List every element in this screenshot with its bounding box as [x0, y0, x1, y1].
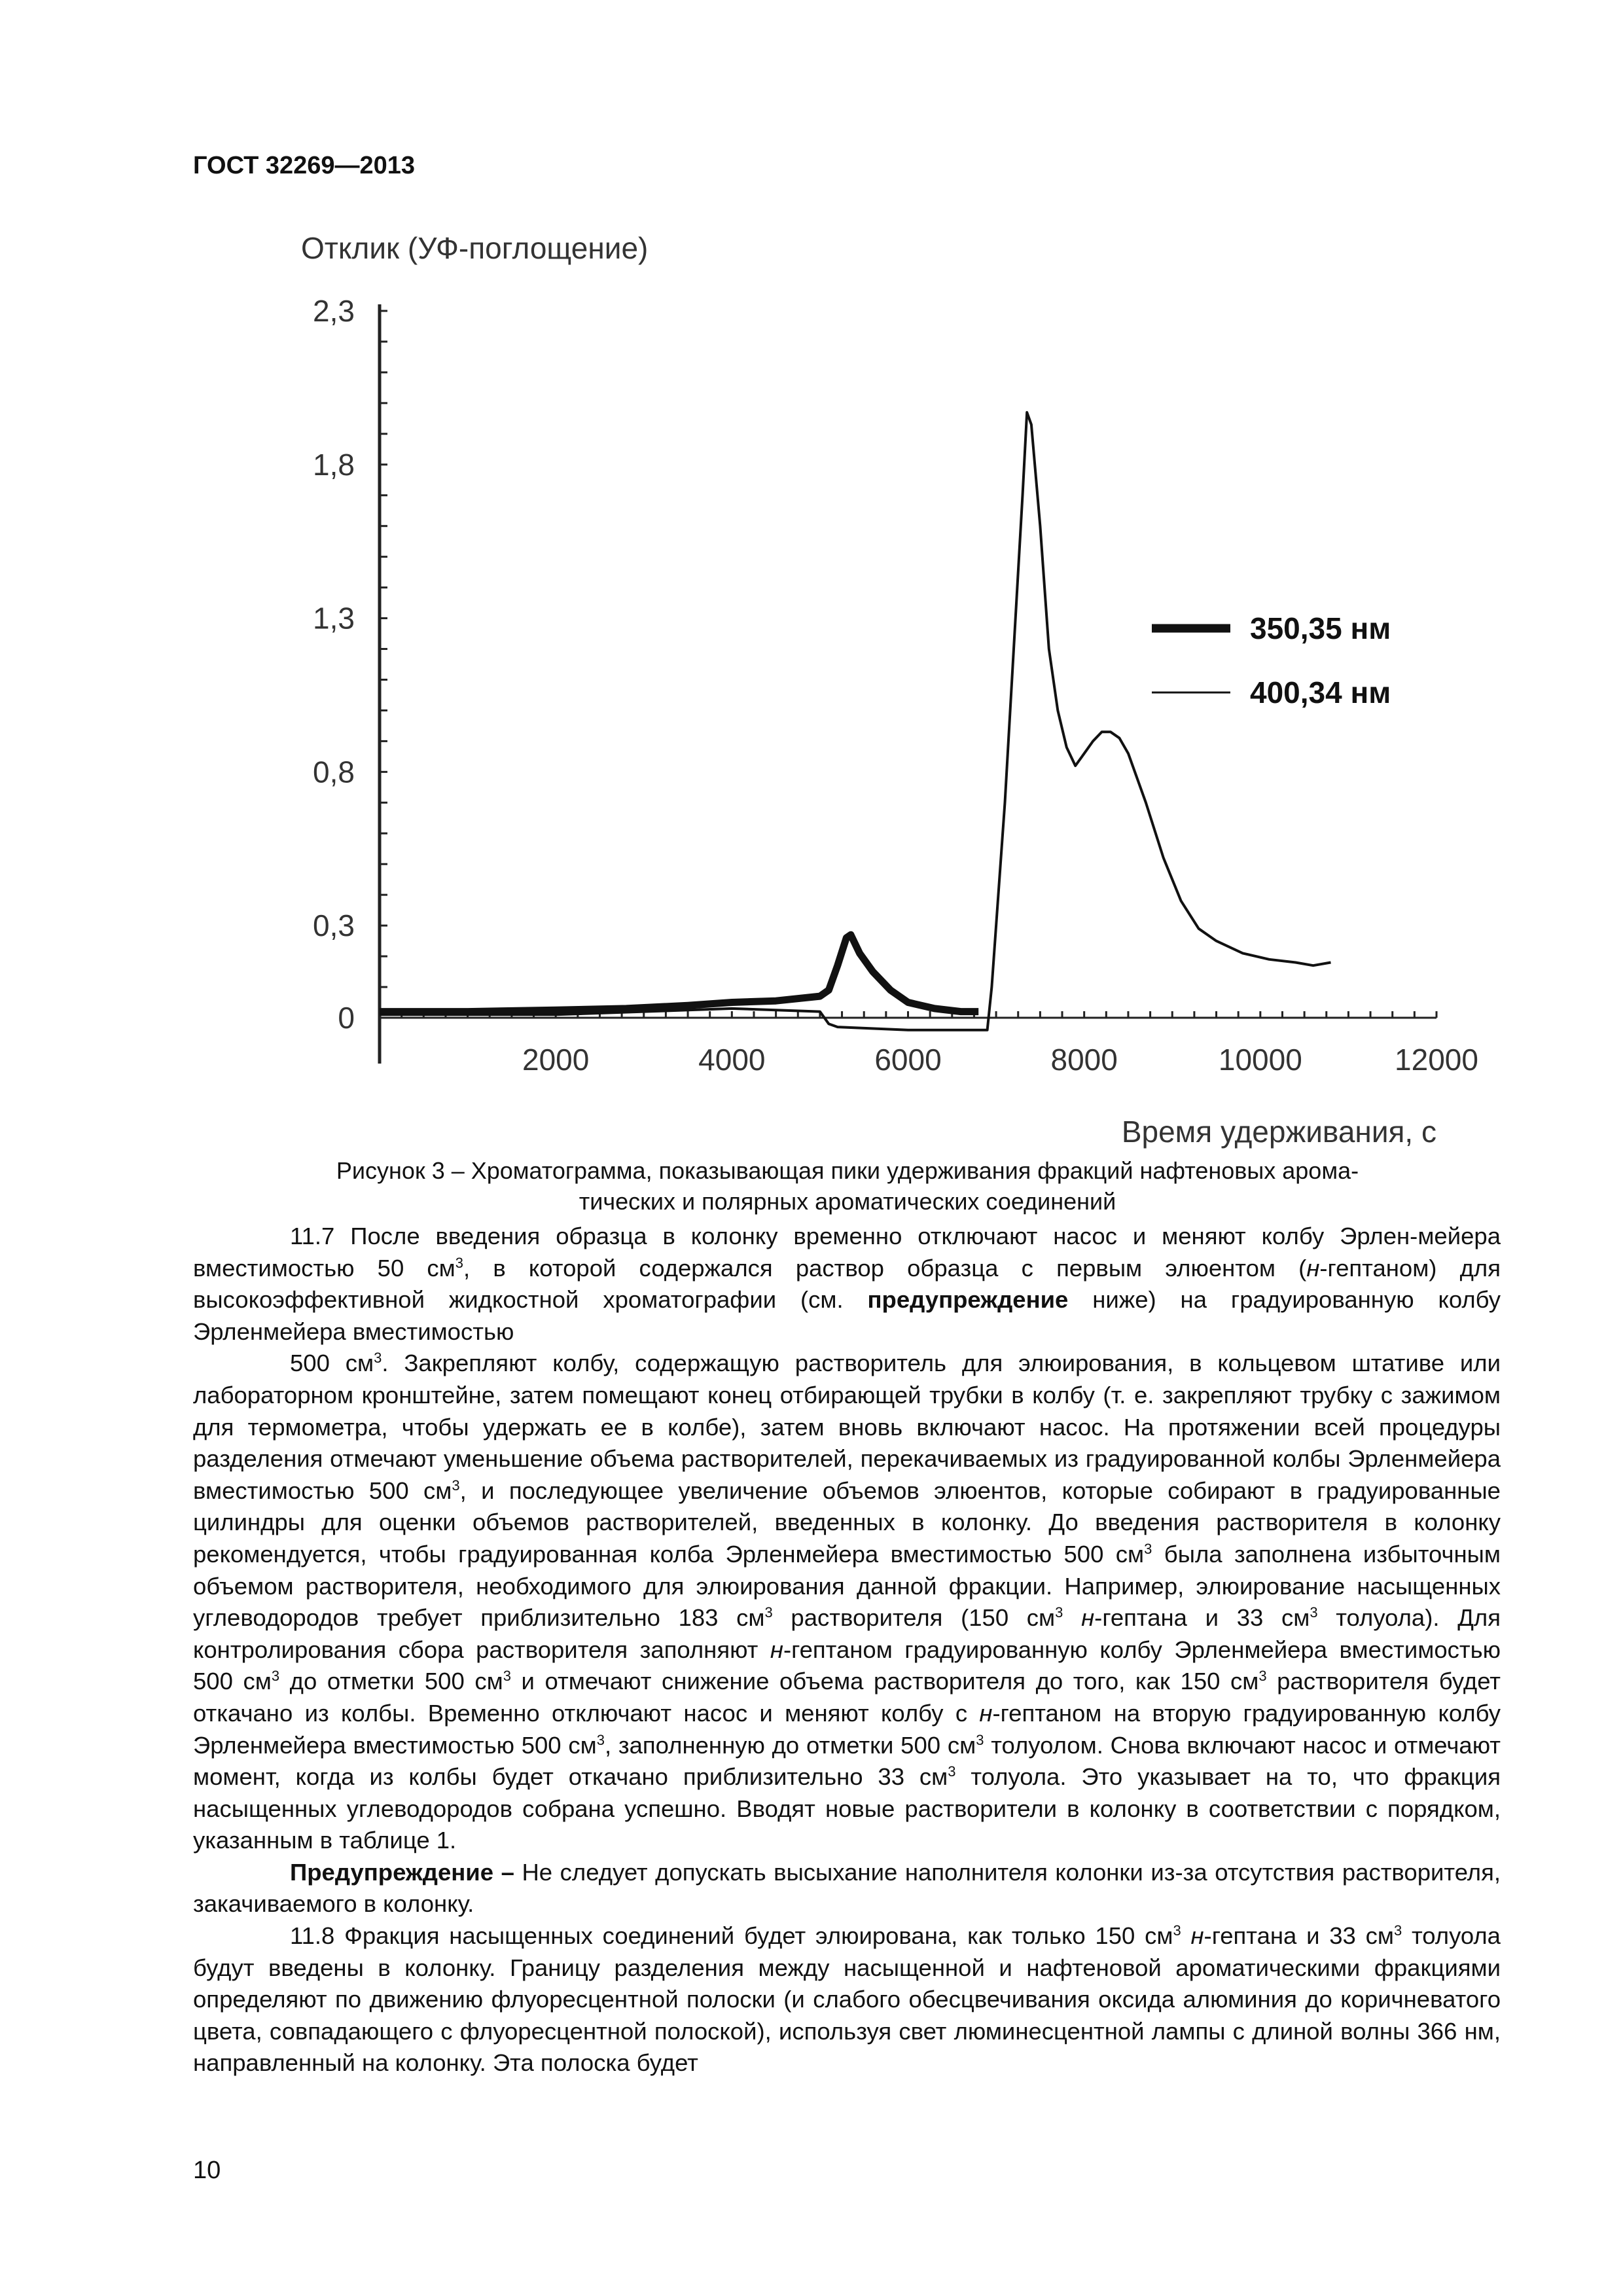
- y-tick-label: 0,3: [313, 908, 355, 943]
- y-tick-label: 0: [338, 1001, 355, 1035]
- document-header: ГОСТ 32269—2013: [193, 152, 416, 179]
- caption-line-2: тических и полярных ароматических соединений: [579, 1188, 1116, 1215]
- series-line-1: [380, 935, 978, 1011]
- x-tick-label: 10000: [1218, 1043, 1302, 1077]
- y-tick-label: 1,3: [313, 601, 355, 636]
- warning-paragraph: Предупреждение – Не следует допускать высыхание наполнителя колонки из-за отсутствия растворителя, закачиваемого в колонку.: [193, 1858, 1501, 1918]
- legend-label-2: 400,34 нм: [1250, 675, 1391, 709]
- chart-svg: [288, 223, 1479, 1165]
- paragraph-continued: 500 $см^3$. Закрепляют колбу, содержащую растворитель для элюирования, в кольцевом штативе или лабораторном кронштейне, затем помещают конец отбирающей трубки в колбу (т. е. закрепляют трубку с зажимом для термометра, чтобы удержать ее в колбе), затем вновь включают насос. На протяжении всей процедуры разделения отмечают уменьшение объема растворителей, перекачиваемых из градуированной колбы Эрленмейера вместимостью 500 $см^3$, и последующее увеличение объемов элюентов, которые собирают в градуированные цилиндры для оценки объемов растворителей, введенных в колонку. До введения растворителя в колонку рекомендуется, чтобы градуированная колба Эрленмейера вместимостью 500 $см^3$ была заполнена избыточным объемом растворителя, необходимого для элюирования данной фракции. Например, элюирование насыщенных углеводородов требует приблизительно 183 $см^3$ растворителя (150 $см^3$ н-гептана и 33 $см^3$ толуола). Для контролирования сбора растворителя заполняют н-гептаном градуированную колбу Эрленмейера вместимостью 500 $см^3$ до отметки 500 $см^3$ и отмечают снижение объема растворителя до того, как 150 $см^3$ растворителя будет откачано из колбы. Временно отключают насос и меняют колбу с н-гептаном на вторую градуированную колбу Эрленмейера вместимостью 500 $см^3$, заполненную до отметки 500 $см^3$ толуолом. Снова включают насос и отмечают момент, когда из колбы будет откачано приблизительно 33 $см^3$ толуола. Это указывает на то, что фракция насыщенных углеводородов собрана успешно. Вводят новые растворители в колонку в соответствии с порядком, указанным в таблице 1.: [193, 1350, 1501, 1854]
- x-axis-label: Время удерживания, с: [1121, 1115, 1436, 1149]
- y-tick-label: 2,3: [313, 294, 355, 328]
- legend-label-1: 350,35 нм: [1250, 611, 1391, 645]
- x-tick-label: 4000: [698, 1043, 766, 1077]
- page-number: 10: [193, 2157, 221, 2184]
- body-text: [193, 1221, 1501, 2079]
- paragraph-11-7: 11.7 После введения образца в колонку временно отключают насос и меняют колбу Эрлен-мейера вместимостью 50 $см^3$, в которой содержался раствор образца с первым элюентом (н-гептаном) для высокоэффективной жидкостной хроматографии (см. предупреждение ниже) на градуированную колбу Эрленмейера вместимостью: [193, 1223, 1501, 1345]
- caption-line-1: Рисунок 3 – Хроматограмма, показывающая пики удерживания фракций нафтеновых арома-: [336, 1157, 1359, 1184]
- x-tick-label: 8000: [1050, 1043, 1118, 1077]
- x-tick-label: 6000: [874, 1043, 942, 1077]
- y-tick-label: 0,8: [313, 755, 355, 789]
- chromatogram-chart: [288, 223, 1479, 1165]
- x-tick-label: 12000: [1395, 1043, 1478, 1077]
- y-axis-label: Отклик (УФ-поглощение): [301, 231, 649, 265]
- x-tick-label: 2000: [522, 1043, 590, 1077]
- paragraph-11-8: 11.8 Фракция насыщенных соединений будет элюирована, как только 150 $см^3$ н-гептана и 33 $см^3$ толуола будут введены в колонку. Границу разделения между насыщенной и нафтеновой ароматическими фракциями определяют по движению флуоресцентной полоски (и слабого обесцвечивания оксида алюминия до коричневатого цвета, совпадающего с флуоресцентной полоской), используя свет люминесцентной лампы с длиной волны 366 нм, направленный на колонку. Эта полоска будет: [193, 1922, 1501, 2077]
- y-tick-label: 1,8: [313, 447, 355, 482]
- figure-caption: [193, 1155, 1502, 1217]
